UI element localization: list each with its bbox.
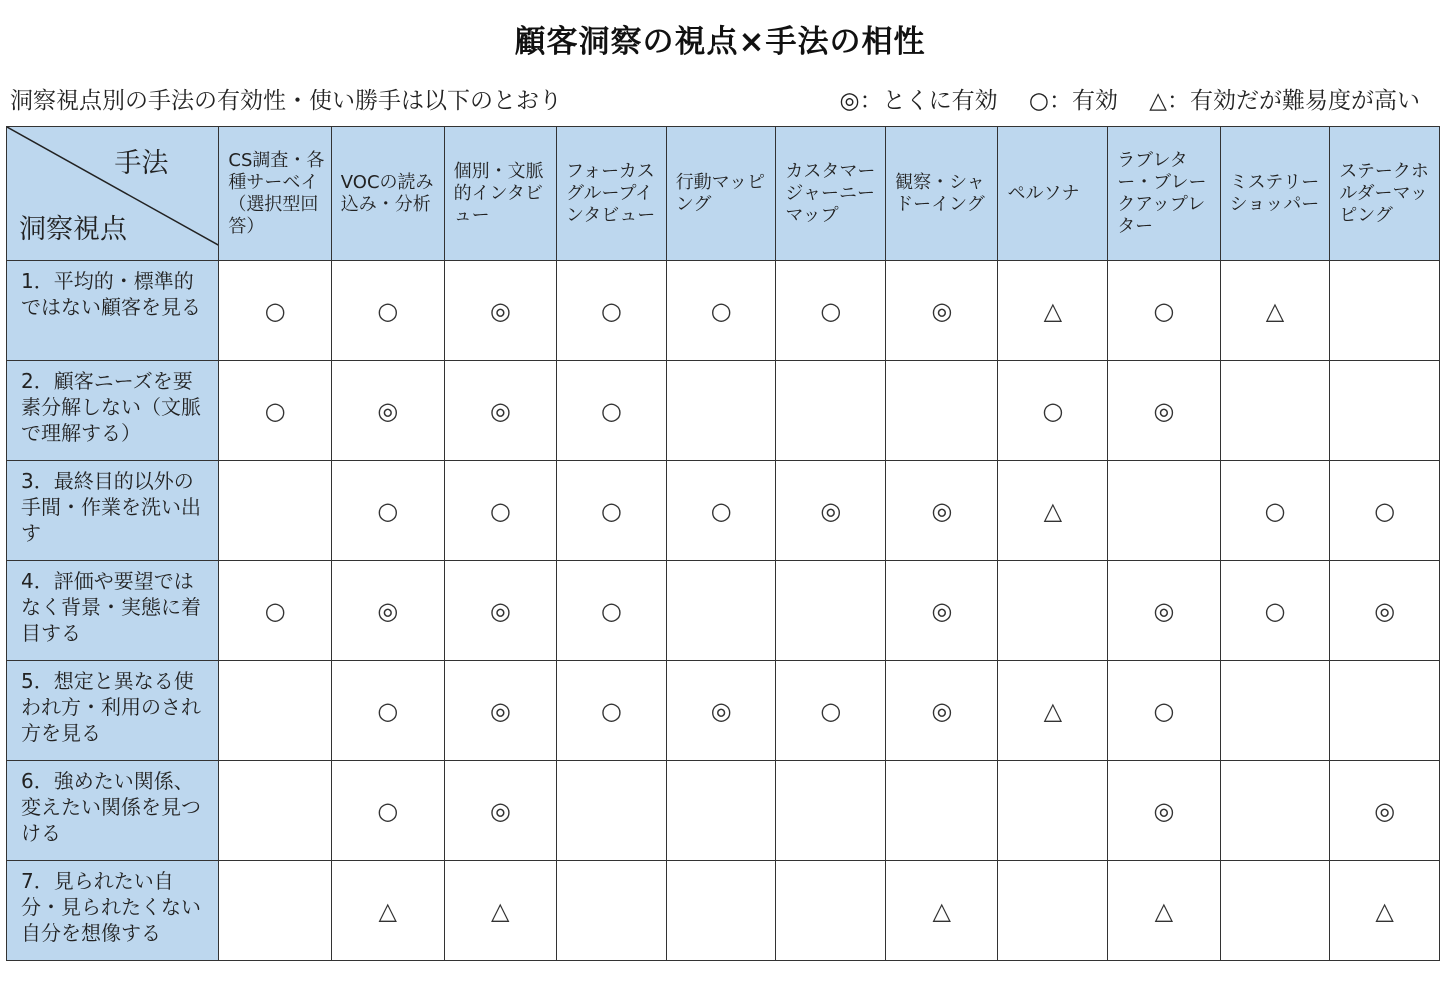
column-header: 個別・文脈的インタビュー xyxy=(444,127,556,261)
rating-cell: ◎ xyxy=(1330,761,1440,861)
rating-cell: △ xyxy=(1220,261,1330,361)
rating-cell: ○ xyxy=(331,461,444,561)
rating-cell: ◎ xyxy=(886,461,998,561)
rating-cell xyxy=(776,361,886,461)
table-row xyxy=(7,261,1440,361)
rating-cell: △ xyxy=(1330,861,1440,961)
page-title: 顧客洞察の視点×手法の相性 xyxy=(514,24,926,60)
rating-cell: △ xyxy=(998,661,1108,761)
rating-cell: △ xyxy=(444,861,556,961)
rating-cell: ○ xyxy=(776,261,886,361)
rating-cell: ◎ xyxy=(1330,561,1440,661)
rating-cell xyxy=(776,761,886,861)
rating-cell xyxy=(1220,661,1330,761)
column-header: CS調査・各種サーベイ（選択型回答） xyxy=(219,127,331,261)
column-header: ミステリーショッパー xyxy=(1220,127,1330,261)
rating-cell xyxy=(886,361,998,461)
table-row xyxy=(7,461,1440,561)
header-row xyxy=(7,127,1440,261)
table-row xyxy=(7,861,1440,961)
rating-cell: ◎ xyxy=(331,561,444,661)
column-header: カスタマージャーニーマップ xyxy=(776,127,886,261)
rating-cell xyxy=(1220,861,1330,961)
rating-cell: ○ xyxy=(556,261,666,361)
table-row xyxy=(7,361,1440,461)
legend xyxy=(816,82,1420,115)
rating-cell: △ xyxy=(1108,861,1220,961)
rating-cell xyxy=(1330,261,1440,361)
rating-cell: ◎ xyxy=(886,561,998,661)
rating-cell xyxy=(219,761,331,861)
rating-cell xyxy=(776,861,886,961)
rating-cell: ◎ xyxy=(1108,761,1220,861)
rating-cell xyxy=(998,761,1108,861)
rating-cell: ○ xyxy=(219,361,331,461)
row-header: 2．顧客ニーズを要素分解しない（文脈で理解する） xyxy=(7,361,219,461)
column-header: ラブレター・ブレークアップレター xyxy=(1108,127,1220,261)
rating-cell: ○ xyxy=(219,261,331,361)
column-header: 行動マッピング xyxy=(666,127,776,261)
row-header: 4．評価や要望ではなく背景・実態に着目する xyxy=(7,561,219,661)
page-subtitle: 洞察視点別の手法の有効性・使い勝手は以下のとおり xyxy=(10,88,562,114)
corner-header xyxy=(7,127,219,261)
rating-cell: ○ xyxy=(556,361,666,461)
rating-cell xyxy=(666,361,776,461)
rating-cell xyxy=(1220,761,1330,861)
rating-cell: ○ xyxy=(556,661,666,761)
rating-cell: ○ xyxy=(219,561,331,661)
rating-cell xyxy=(219,461,331,561)
rating-cell xyxy=(666,761,776,861)
rating-cell: ○ xyxy=(1330,461,1440,561)
rating-cell: ◎ xyxy=(331,361,444,461)
rating-cell xyxy=(219,861,331,961)
table-row xyxy=(7,761,1440,861)
rating-cell: ○ xyxy=(331,761,444,861)
rating-cell: ◎ xyxy=(444,761,556,861)
column-header: フォーカスグループインタビュー xyxy=(556,127,666,261)
rating-cell xyxy=(1330,661,1440,761)
rating-cell: ○ xyxy=(1220,461,1330,561)
row-header: 1．平均的・標準的ではない顧客を見る xyxy=(7,261,219,361)
rating-cell: ◎ xyxy=(886,261,998,361)
rating-cell: △ xyxy=(886,861,998,961)
table-body xyxy=(7,261,1440,961)
rating-cell xyxy=(1330,361,1440,461)
rating-cell: △ xyxy=(331,861,444,961)
rating-cell: ◎ xyxy=(666,661,776,761)
row-header: 7．見られたい自分・見られたくない自分を想像する xyxy=(7,861,219,961)
rating-cell: ○ xyxy=(776,661,886,761)
rating-cell xyxy=(998,861,1108,961)
rating-cell xyxy=(666,561,776,661)
rating-cell: ○ xyxy=(556,461,666,561)
table-row xyxy=(7,661,1440,761)
compatibility-table xyxy=(6,126,1440,961)
legend-item-very-effective: ◎：とくに有効 xyxy=(839,88,998,114)
row-header: 6．強めたい関係、変えたい関係を見つける xyxy=(7,761,219,861)
column-header: 観察・シャドーイング xyxy=(886,127,998,261)
rating-cell: ◎ xyxy=(444,561,556,661)
rating-cell xyxy=(666,861,776,961)
corner-method-label: 手法 xyxy=(114,148,169,179)
column-header: ステークホルダーマッピング xyxy=(1330,127,1440,261)
corner-perspective-label: 洞察視点 xyxy=(19,214,127,245)
rating-cell xyxy=(776,561,886,661)
rating-cell: ◎ xyxy=(1108,561,1220,661)
rating-cell: ○ xyxy=(666,461,776,561)
rating-cell: △ xyxy=(998,461,1108,561)
rating-cell: ◎ xyxy=(444,361,556,461)
rating-cell: ○ xyxy=(1108,661,1220,761)
rating-cell: ◎ xyxy=(444,261,556,361)
rating-cell xyxy=(219,661,331,761)
rating-cell: ○ xyxy=(444,461,556,561)
rating-cell xyxy=(998,561,1108,661)
row-header: 3．最終目的以外の手間・作業を洗い出す xyxy=(7,461,219,561)
rating-cell: ◎ xyxy=(444,661,556,761)
rating-cell xyxy=(1220,361,1330,461)
legend-item-effective: ○：有効 xyxy=(1028,88,1118,114)
legend-item-effective-but-difficult: △：有効だが難易度が高い xyxy=(1149,88,1420,114)
column-header: VOCの読み込み・分析 xyxy=(331,127,444,261)
row-header: 5．想定と異なる使われ方・利用のされ方を見る xyxy=(7,661,219,761)
rating-cell: ◎ xyxy=(776,461,886,561)
rating-cell xyxy=(556,861,666,961)
rating-cell: ◎ xyxy=(886,661,998,761)
rating-cell: △ xyxy=(998,261,1108,361)
rating-cell: ○ xyxy=(331,661,444,761)
rating-cell: ○ xyxy=(998,361,1108,461)
rating-cell: ○ xyxy=(666,261,776,361)
rating-cell: ○ xyxy=(1220,561,1330,661)
rating-cell: ○ xyxy=(556,561,666,661)
rating-cell: ○ xyxy=(1108,261,1220,361)
rating-cell: ○ xyxy=(331,261,444,361)
rating-cell xyxy=(1108,461,1220,561)
rating-cell xyxy=(886,761,998,861)
column-header: ペルソナ xyxy=(998,127,1108,261)
table-row xyxy=(7,561,1440,661)
rating-cell: ◎ xyxy=(1108,361,1220,461)
rating-cell xyxy=(556,761,666,861)
